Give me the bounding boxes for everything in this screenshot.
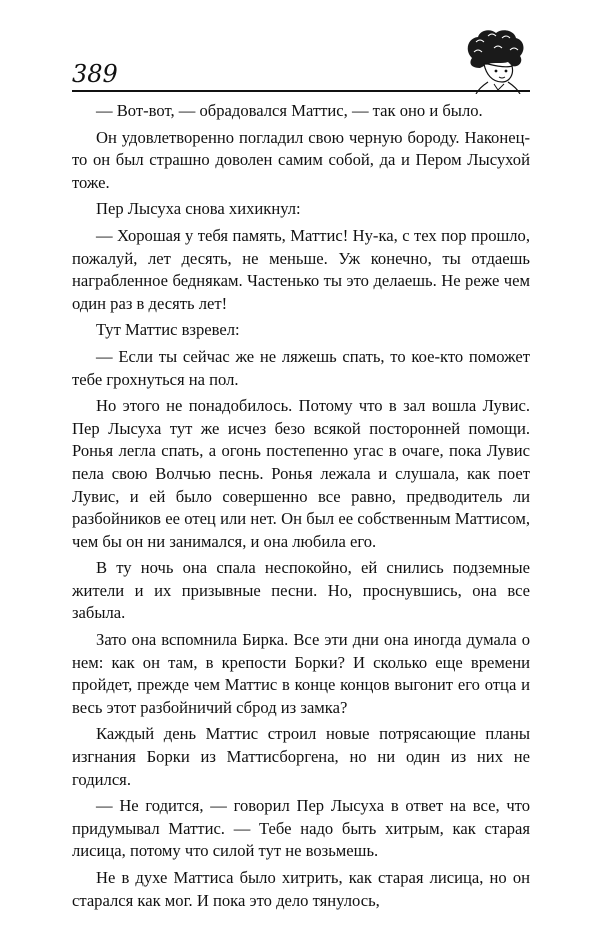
boy-with-curly-hair-icon <box>458 28 530 94</box>
paragraph: — Если ты сейчас же не ляжешь спать, то кое-кто поможет тебе грохнуться на пол. <box>72 346 530 389</box>
paragraph: Каждый день Маттис строил новые потрясающие планы изгнания Борки из Маттисборгена, но ни один из них не годился. <box>72 724 530 789</box>
paragraph: — Хорошая у тебя память, Маттис! Ну-ка, с тех пор прошло, пожалуй, лет десять, не меньше. Уж конечно, ты отдаешь награбленное беднякам. Частенько ты это делаешь. Не реже чем один раз в десять лет! <box>72 225 530 313</box>
paragraph: Он удовлетворенно погладил свою черную бороду. Наконец-то он был страшно доволен самим собой, да и Пером Лысухой тоже. <box>72 127 530 192</box>
page-number: 389 <box>72 60 118 88</box>
paragraph: Не в духе Маттиса было хитрить, как старая лисица, но он старался как мог. И пока это дело тянулось, <box>72 868 530 910</box>
paragraph: — Не годится, — говорил Пер Лысуха в ответ на все, что придумывал Маттис. — Тебе надо быть хитрым, как старая лисица, потому что силой тут не возьмешь. <box>72 796 530 861</box>
paragraph: В ту ночь она спала неспокойно, ей снились подземные жители и их призывные песни. Но, проснувшись, она все забыла. <box>72 558 530 623</box>
paragraph: — Вот-вот, — обрадовался Маттис, — так оно и было. <box>96 101 483 120</box>
paragraph: Тут Маттис взревел: <box>96 320 240 340</box>
paragraph: Пер Лысуха снова хихикнул: <box>96 199 301 219</box>
paragraph: Но этого не понадобилось. Потому что в зал вошла Лувис. Пер Лысуха тут же исчез безо всякой посторонней помощи. Ронья легла спать, а огонь постепенно угас в очаге, пока Лувис пела свою Волчью песнь. Ронья лежала и слушала, как поет Лувис, и ей было совершенно все равно, предводитель ли разбойников ее отец или нет. Он был ее собственным Маттисом, чем бы он ни занимался, и она любила его. <box>72 396 530 551</box>
body-text <box>72 100 530 916</box>
paragraph: Зато она вспомнила Бирка. Все эти дни она иногда думала о нем: как он там, в крепости Борки? И сколько еще времени пройдет, прежде чем Маттис в конце концов выгонит его отца и весь этот разбойничий сброд из замка? <box>72 630 530 717</box>
